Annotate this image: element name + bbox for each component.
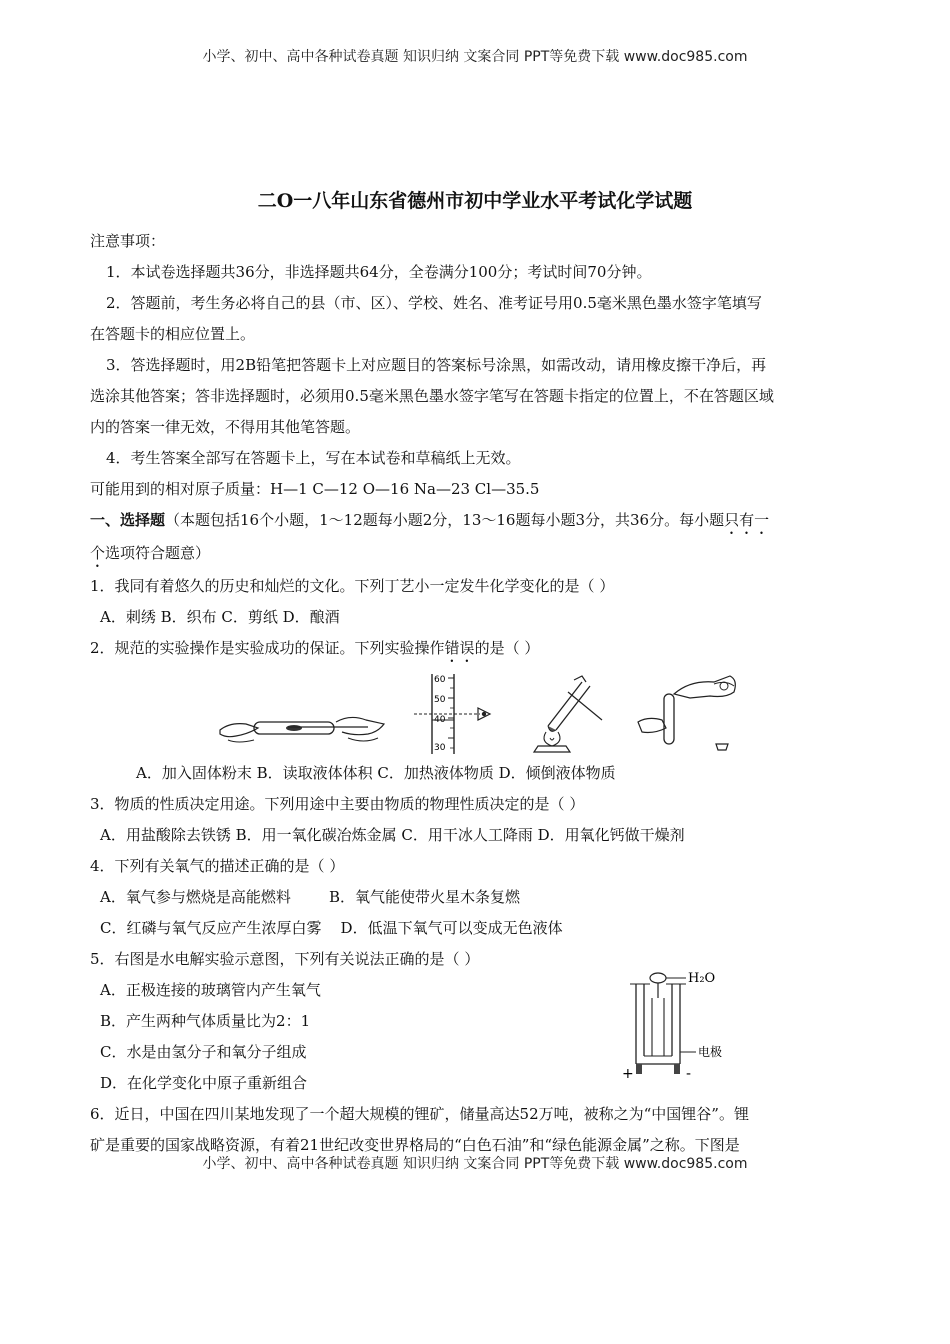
cyl-tick-50: 50 [434, 695, 446, 705]
header-banner: 小学、初中、高中各种试卷真题 知识归纳 文案合同 PPT等免费下载 www.doc985.com [202, 49, 748, 65]
q5-option-b: B．产生两种气体质量比为2：1 [100, 1012, 311, 1030]
q6-line-1: 6．近日，中国在四川某地发现了一个超大规模的锂矿，储量高达52万吨，被称之为“中国锂谷”。锂 [90, 1105, 749, 1123]
q5-block [90, 944, 858, 1099]
atomic-mass-line: 可能用到的相对原子质量：H—1 C—12 O—16 Na—23 Cl—35.5 [90, 480, 540, 498]
q2-stem-a: 2．规范的实验操作是实验成功的保证。下列实验操作 [90, 639, 445, 657]
section-1-heading-cont [90, 538, 858, 571]
q4-stem: 4．下列有关氧气的描述正确的是（ ） [90, 857, 345, 875]
q2-figures [90, 672, 858, 758]
section-1-label: 一、选择题 [90, 511, 166, 529]
section-1-desc: （本题包括16个小题，1～12题每小题2分，13～16题每小题3分，共36分。每小题 [165, 511, 725, 529]
cyl-tick-30: 30 [434, 743, 446, 753]
notice-item-3: 3．答选择题时，用2B铅笔把答题卡上对应题目的答案标号涂黑，如需改动，请用橡皮擦干净后，再 [106, 356, 767, 374]
section-1-heading [90, 505, 858, 538]
notice-item-2-cont: 在答题卡的相应位置上。 [90, 325, 256, 343]
notice-item-1: 1．本试卷选择题共36分，非选择题共64分，全卷满分100分；考试时间70分钟。 [106, 263, 652, 281]
figure-heat-liquid [520, 672, 610, 756]
q5-option-c: C．水是由氢分子和氧分子组成 [100, 1043, 307, 1061]
page-title: 二O一八年山东省德州市初中学业水平考试化学试题 [257, 190, 693, 212]
q2-options: A．加入固体粉末 B．读取液体体积 C．加热液体物质 D．倾倒液体物质 [136, 764, 616, 782]
q3-stem: 3．物质的性质决定用途。下列用途中主要由物质的物理性质决定的是（ ） [90, 795, 585, 813]
q5-stem: 5．右图是水电解实验示意图，下列有关说法正确的是（ ） [90, 950, 480, 968]
q1-stem: 1．我同有着悠久的历史和灿烂的文化。下列丁艺小一定发牛化学变化的是（ ） [90, 577, 615, 595]
q2-stem-b: 的是（ ） [474, 639, 540, 657]
section-1-emphasis-2: 个 [90, 544, 106, 562]
notice-heading: 注意事项： [90, 232, 166, 250]
figure-read-volume [412, 672, 502, 756]
notice-item-3-cont2: 内的答案一律无效，不得用其他笔答题。 [90, 418, 361, 436]
q3-options: A．用盐酸除去铁锈 B．用一氧化碳冶炼金属 C．用干冰人工降雨 D．用氧化钙做干燥剂 [100, 826, 685, 844]
figure-pour-liquid [630, 672, 750, 756]
section-1-tail: 选项符合题意） [105, 544, 211, 562]
q5-option-a: A．正极连接的玻璃管内产生氧气 [100, 981, 321, 999]
footer-banner: 小学、初中、高中各种试卷真题 知识归纳 文案合同 PPT等免费下载 www.doc985.com [202, 1156, 748, 1172]
q2-stem [90, 633, 858, 666]
section-1-emphasis: 只有一 [724, 511, 770, 529]
figure-add-powder [218, 700, 388, 752]
notice-item-3-cont: 选涂其他答案；答非选择题时，必须用0.5毫米黑色墨水签字笔写在答题卡指定的位置上，不在答题区域 [90, 387, 774, 405]
electrolysis-water-label: H₂O [688, 971, 716, 986]
figure-electrolysis [616, 968, 746, 1088]
electrolysis-minus-label: - [686, 1066, 692, 1082]
q1-options: A．刺绣 B．织布 C．剪纸 D．酿酒 [100, 608, 340, 626]
q4-options-row2: C．红磷与氧气反应产生浓厚白雾 D．低温下氧气可以变成无色液体 [100, 919, 563, 937]
q5-option-d: D．在化学变化中原子重新组合 [100, 1074, 308, 1092]
electrolysis-plus-label: + [622, 1066, 634, 1082]
cyl-tick-40: 40 [434, 715, 446, 725]
notice-item-2: 2．答题前，考生务必将自己的县（市、区）、学校、姓名、准考证号用0.5毫米黑色墨水签字笔填写 [106, 294, 762, 312]
notice-item-4: 4．考生答案全部写在答题卡上，写在本试卷和草稿纸上无效。 [106, 449, 521, 467]
q2-stem-emphasis: 错误 [444, 639, 475, 657]
q4-options-row1: A．氧气参与燃烧是高能燃料 B．氧气能使带火星木条复燃 [100, 888, 521, 906]
electrolysis-electrode-label: 电极 [698, 1045, 723, 1059]
exam-content [90, 226, 858, 1161]
q6-line-2: 矿是重要的国家战略资源，有着21世纪改变世界格局的“白色石油”和“绿色能源金属”之称。下图是 [90, 1136, 740, 1154]
cyl-tick-60: 60 [434, 675, 446, 685]
